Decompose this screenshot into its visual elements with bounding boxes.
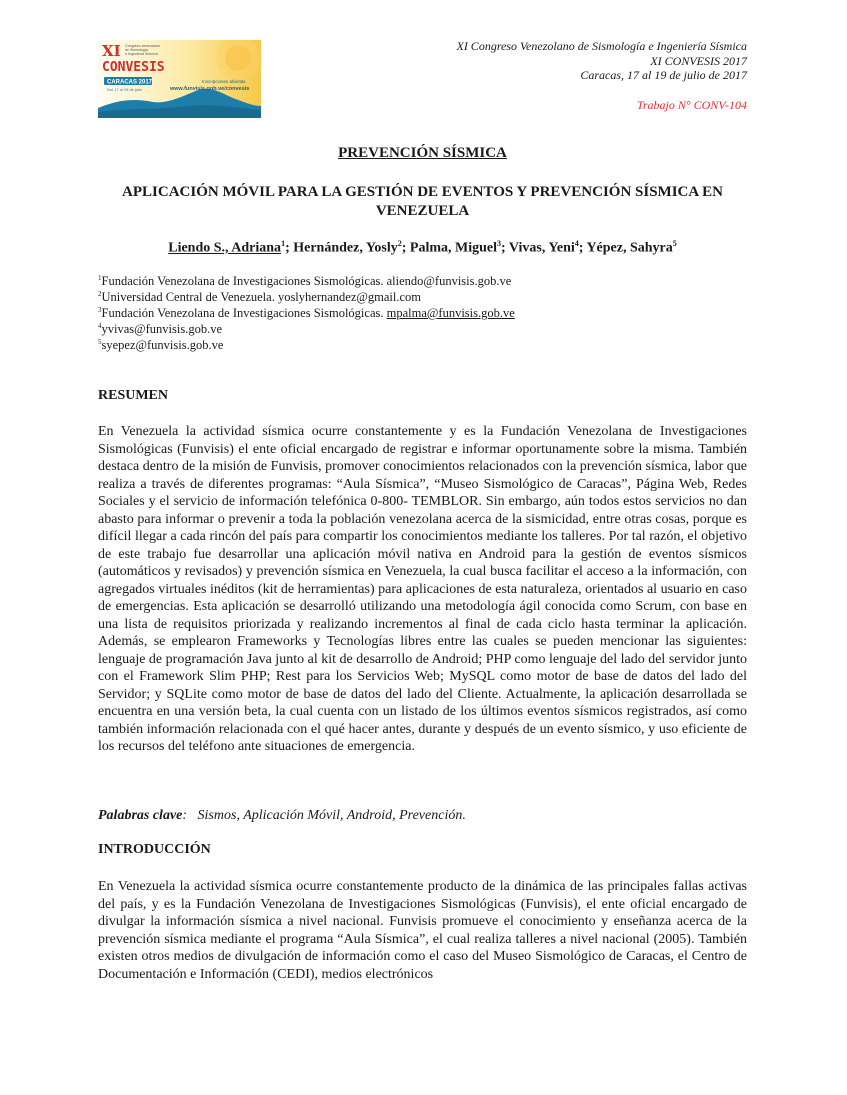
- affiliation-text: Fundación Venezolana de Investigaciones Sismológicas. aliendo@funvisis.gob.ve: [101, 274, 512, 288]
- keywords-text: Sismos, Aplicación Móvil, Android, Prevención.: [197, 808, 466, 823]
- affiliation-item: [98, 337, 747, 353]
- conference-place-date: Caracas, 17 al 19 de julio de 2017: [580, 68, 747, 82]
- author-name: Palma, Miguel: [409, 240, 497, 256]
- affiliation-text: Fundación Venezolana de Investigaciones Sismológicas.: [101, 306, 387, 320]
- email-link[interactable]: mpalma@funvisis.gob.ve: [386, 306, 515, 320]
- conference-edition: XI CONVESIS 2017: [650, 53, 747, 68]
- keywords-line: Palabras clave: Sismos, Aplicación Móvil, Android, Prevención.: [98, 808, 466, 823]
- intro-heading: INTRODUCCIÓN: [98, 842, 211, 857]
- affiliation-item: [98, 321, 747, 337]
- conference-info: [456, 39, 747, 112]
- logo-small-line-3: e Ingeniería Sísmica: [125, 52, 158, 56]
- logo-small-line-2: de Sismología: [125, 48, 148, 52]
- author-name: Liendo S., Adriana: [168, 240, 282, 256]
- author-sup: 4: [574, 239, 579, 248]
- logo-roman-numeral: XI: [102, 42, 121, 60]
- intro-paragraph: En Venezuela la actividad sísmica ocurre constantemente producto de la dinámica de las principales fallas activas del país, y es la Fundación Venezolana de Investigaciones Sismológicas (Funvisis), el ente oficial encargado de divulgar la información sísmica a nivel nacional. Funvisis promueve el conocimiento y enseñanza acerca de la prevención sísmica mediante el programa “Aula Sísmica”, el cual realiza talleres a nivel nacional (2005). También existen otros medios de divulgación de información como el caso del Museo Sismológico de Caracas, el Centro de Documentación e Información (CEDI), medios electrónicos: [98, 879, 747, 982]
- author-name: Hernández, Yosly: [293, 240, 398, 256]
- authors-line: Liendo S., Adriana$^1$; Hernández, Yosly$^2$; Palma, Miguel$^3$; Vivas, Yeni$^4$; Yépez, Sahyra$^5$: [168, 239, 677, 256]
- author-name: Vivas, Yeni: [508, 240, 575, 256]
- logo-city: CARACAS 2017: [107, 79, 153, 86]
- resumen-paragraph: En Venezuela la actividad sísmica ocurre constantemente y es la Fundación Venezolana de Investigaciones Sismológicas (Funvisis) el ente oficial encargado de registrar e informar oportunamente sobre la misma. También destaca dentro de la misión de Funvisis, promover conocimientos relacionados con la prevención sísmica, labor que realiza a través de diferentes programas: “Aula Sísmica”, “Museo Sismológico de Caracas”, Página Web, Redes Sociales y el servicio de información telefónica 0-800- TEMBLOR. Sin embargo, aún todos estos servicios no dan abasto para informar o prevenir a toda la población venezolana acerca de la sismicidad, entre otras cosas, porque es difícil llegar a cada rincón del país para compartir los conocimientos mediante los talleres. Por tal razón, el objetivo de este trabajo fue desarrollar una aplicación móvil nativa en Android para la gestión de eventos sísmicos (automáticos y revisados) y prevención sísmica en Venezuela, la cual busca facilitar el acceso a la información, con agregados virtuales inéditos (kit de herramientas) para aplicaciones de esta naturaleza, orientados al usuario en caso de emergencias. Esta aplicación se desarrolló utilizando una metodología ágil conocida como Scrum, con base en una lista de requisitos priorizada y realizando incrementos al final de cada ciclo hasta terminar la aplicación. Además, se emplearon Frameworks y Tecnologías libres entre las cuales se pueden mencionar las siguientes: lenguaje de programación Java junto al kit de desarrollo de Android; PHP como lenguaje del lado del servidor junto con el Framework Slim PHP; Rest para los Servicios Web; MySQL como motor de base de datos del lado del Servidor; y SQLite como motor de base de datos del lado del Cliente. Actualmente, la aplicación desarrollada se encuentra en una versión beta, la cual cuenta con un listado de los últimos eventos sísmicos registrados, así como también información relacionada con el qué hacer antes, durante y después de un evento sísmico, y uso eficiente de los recursos del teléfono ante situaciones de emergencia.: [98, 424, 747, 754]
- affiliation-sup: 4: [98, 322, 102, 330]
- affiliation-item: [98, 305, 747, 321]
- author-sup: 2: [397, 239, 402, 248]
- author-sup: 1: [281, 239, 286, 248]
- paper-code: Trabajo N° CONV-104: [636, 97, 747, 112]
- affiliation-sup: 5: [98, 338, 102, 346]
- resumen-heading: RESUMEN: [98, 388, 169, 403]
- affiliation-text: yvivas@funvisis.gob.ve: [101, 322, 223, 336]
- logo-small-line-1: Congreso venezolano: [125, 44, 160, 48]
- affiliation-item: [98, 273, 747, 289]
- affiliation-sup: 1: [98, 274, 102, 282]
- logo-url: www.funvisis.gob.ve/convesis: [170, 86, 250, 92]
- section-title: PREVENCIÓN SÍSMICA: [338, 145, 507, 161]
- keywords-label: Palabras clave: [98, 808, 183, 823]
- conference-name: XI Congreso Venezolano de Sismología e Ingeniería Sísmica: [456, 39, 747, 53]
- affiliation-sup: 3: [98, 306, 102, 314]
- logo-registration: Inscripciones abiertas: [202, 79, 246, 84]
- logo-brand: CONVESIS: [102, 60, 165, 75]
- paper-title: APLICACIÓN MÓVIL PARA LA GESTIÓN DE EVENTOS Y PREVENCIÓN SÍSMICA EN VENEZUELA: [122, 184, 723, 219]
- affiliation-sup: 2: [98, 290, 102, 298]
- logo-date: Del 17 al 19 de julio: [107, 87, 143, 92]
- author-sup: 5: [672, 239, 677, 248]
- affiliation-item: [98, 289, 747, 305]
- affiliation-text: Universidad Central de Venezuela. yoslyhernandez@gmail.com: [101, 290, 422, 304]
- affiliation-text: syepez@funvisis.gob.ve: [101, 338, 224, 352]
- convesis-logo: [98, 40, 261, 118]
- affiliations: [98, 273, 747, 353]
- author-name: Yépez, Sahyra: [586, 240, 673, 256]
- page-header: [98, 38, 747, 120]
- author-sup: 3: [497, 239, 501, 248]
